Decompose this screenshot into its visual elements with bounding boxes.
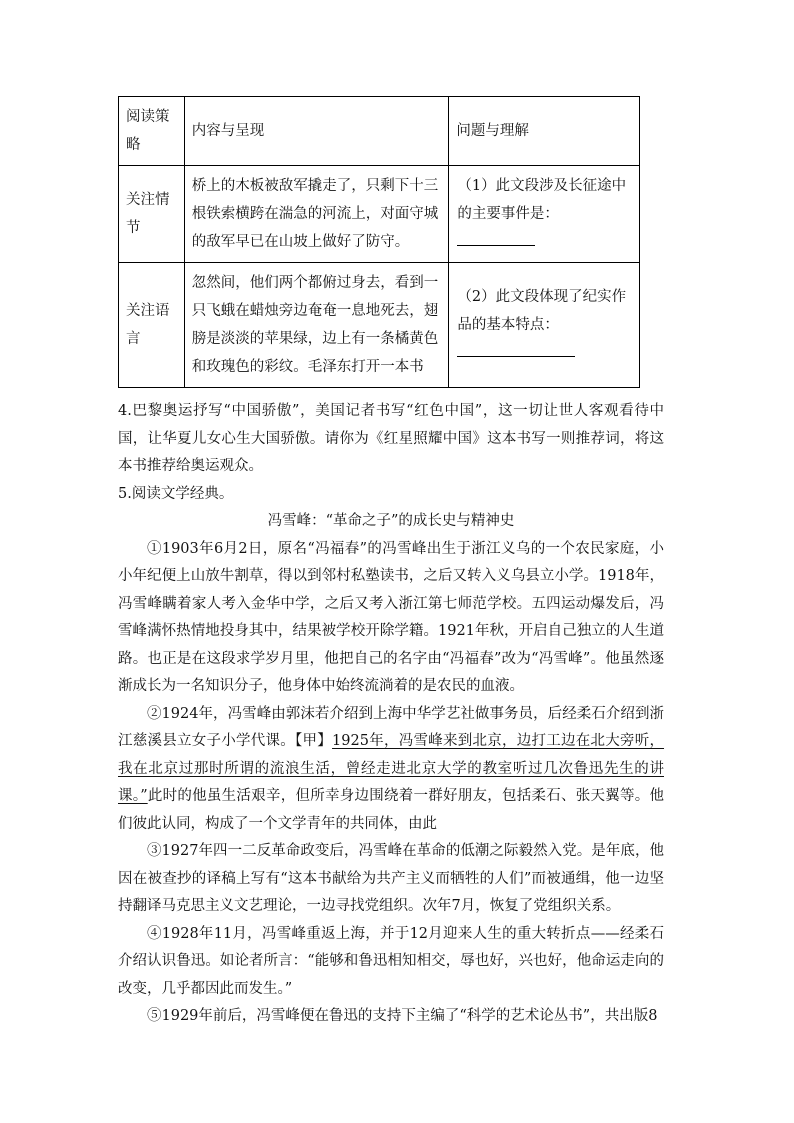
row-strategy-cell: 关注情节 <box>119 166 185 263</box>
table-row <box>119 166 640 263</box>
paragraph-2-rest: 此时的他虽生活艰辛，但所幸身边围绕着一群好朋友，包括柔石、张天翼等。他们彼此认同，构成了一个文学青年的共同体，由此 <box>118 788 664 832</box>
paragraph-3: ③1927年四一二反革命政变后，冯雪峰在革命的低潮之际毅然入党。是年底，他因在被查抄的译稿上写有“这本书献给为共产主义而牺牲的人们”而被通缉，他一边坚持翻译马克思主义文艺理论，一边寻找党组织。次年7月，恢复了党组织关系。 <box>118 843 664 914</box>
reading-strategy-table <box>118 96 640 388</box>
paragraph-1: ①1903年6月2日，原名“冯福春”的冯雪峰出生于浙江义乌的一个农民家庭，小小年纪便上山放牛割草，得以到邻村私塾读书，之后又转入义乌县立小学。1918年，冯雪峰瞒着家人考入金华中学，之后又考入浙江第七师范学校。五四运动爆发后，冯雪峰满怀热情地投身其中，结果被学校开除学籍。1921年秋，开启自己独立的人生道路。也正是在这段求学岁月里，他把自己的名字由“冯福春”改为“冯雪峰”。他虽然逐渐成长为一名知识分子，他身体中始终流淌着的是农民的血液。 <box>118 540 664 694</box>
row-question-cell <box>449 263 640 388</box>
article-title: 冯雪峰：“革命之子”的成长史与精神史 <box>267 513 515 529</box>
table-row <box>119 263 640 388</box>
question-text: （2）此文段体现了纪实作品的基本特点： <box>457 289 627 333</box>
paragraph-2-intro: ②1924年，冯雪峰由郭沫若介绍到上海中华学艺社做事务员，后经柔石介绍到浙江慈溪县立女子小学代课。 <box>118 705 664 749</box>
question-4: 4.巴黎奥运抒写“中国骄傲”，美国记者书写“红色中国”，这一切让世人客观看待中国，让华夏儿女心生大国骄傲。请你为《红星照耀中国》这本书写一则推荐词，将这本书推荐给奥运观众。 <box>118 403 664 474</box>
question-body <box>118 398 664 1031</box>
header-strategy: 阅读策略 <box>119 97 185 166</box>
table-header-row <box>119 97 640 166</box>
answer-blank[interactable] <box>457 342 575 357</box>
answer-blank[interactable] <box>457 231 535 246</box>
marker-jia: 【甲】 <box>295 733 333 749</box>
header-question: 问题与理解 <box>449 97 640 166</box>
underlined-passage: 1925年，冯雪峰来到北京，边打工边在北大旁听，我在北京过那时所谓的流浪生活，曾经走进北京大学的教室听过几次鲁迅先生的讲课。” <box>118 733 665 804</box>
paragraph-5: ⑤1929年前后，冯雪峰便在鲁迅的支持下主编了“科学的艺术论丛书”，共出版8 <box>147 1008 658 1024</box>
paragraph-4: ④1928年11月，冯雪峰重返上海，并于12月迎来人生的重大转折点——经柔石介绍认识鲁迅。如论者所言：“能够和鲁迅相知相交，辱也好，兴也好，他命运走向的改变，几乎都因此而发生。” <box>118 925 664 997</box>
row-question-cell <box>449 166 640 263</box>
header-content: 内容与呈现 <box>184 97 449 166</box>
row-strategy-cell: 关注语言 <box>119 263 185 388</box>
question-text: （1）此文段涉及长征途中的主要事件是： <box>457 178 627 222</box>
row-content-cell: 忽然间，他们两个都俯过身去，看到一只飞蛾在蜡烛旁边奄奄一息地死去，翅膀是淡淡的苹果绿，边上有一条橘黄色和玫瑰色的彩纹。毛泽东打开一本书 <box>184 263 449 388</box>
question-5-label: 5.阅读文学经典。 <box>118 485 234 502</box>
row-content-cell: 桥上的木板被敌军撬走了，只剩下十三根铁索横跨在湍急的河流上，对面守城的敌军早已在山坡上做好了防守。 <box>184 166 449 263</box>
paragraph-2 <box>118 701 664 839</box>
